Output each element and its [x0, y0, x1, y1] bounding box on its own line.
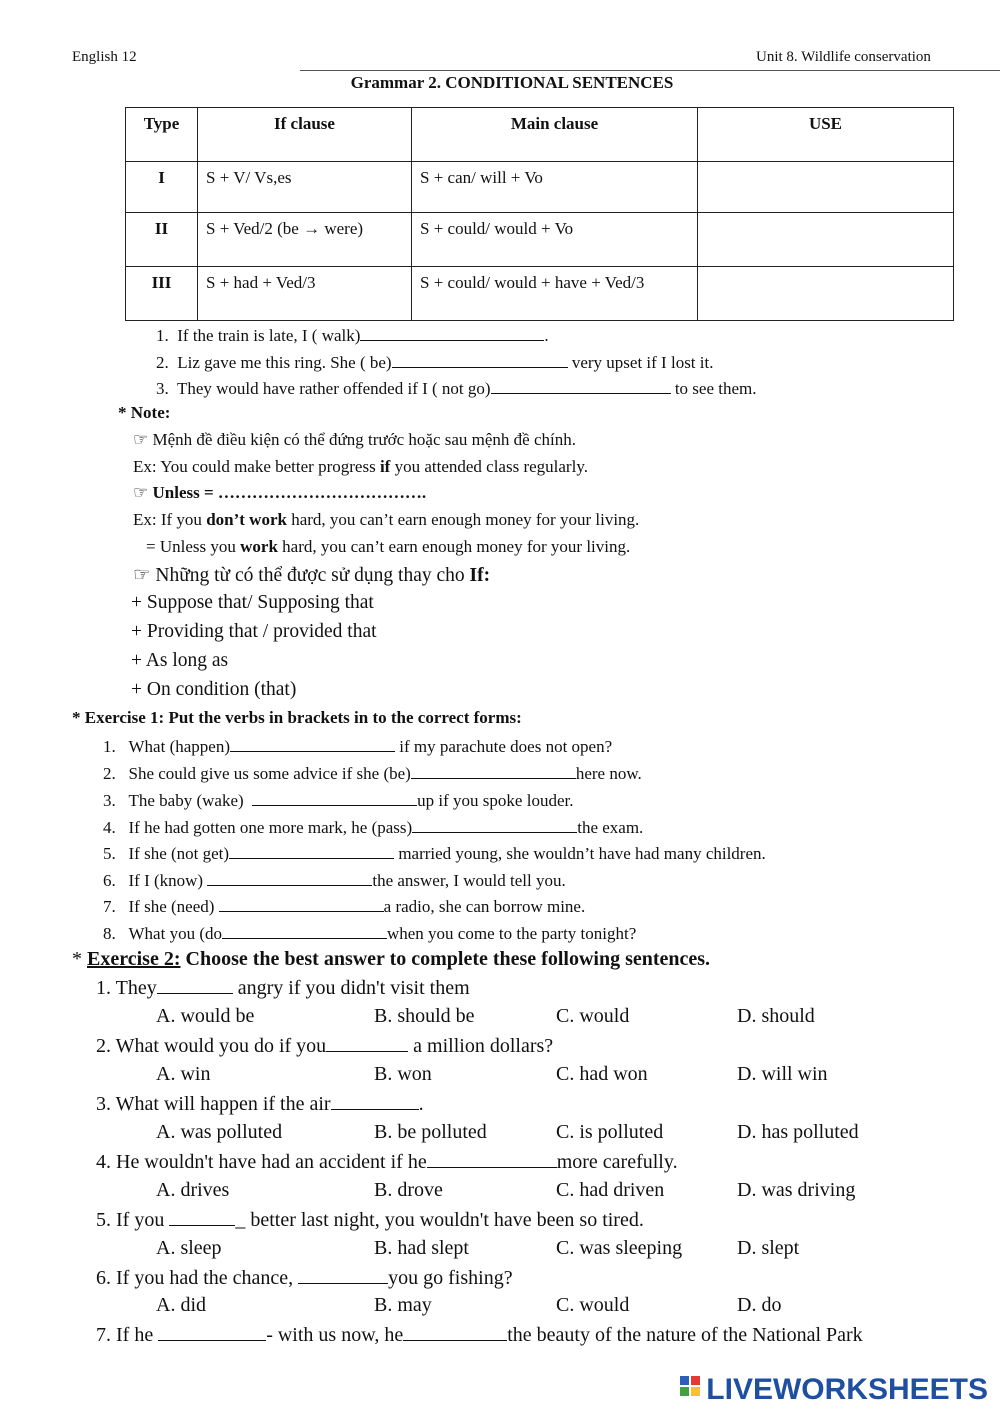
alternative-item: + Suppose that/ Supposing that — [131, 592, 374, 613]
answer-blank[interactable] — [411, 761, 576, 779]
item-text-after: . — [544, 326, 549, 345]
item-text: If she (need) — [128, 897, 219, 916]
option-a[interactable]: A. drives — [156, 1179, 230, 1201]
item-number: 2. — [156, 353, 169, 372]
option-a[interactable]: A. was polluted — [156, 1121, 283, 1143]
answer-blank[interactable] — [403, 1323, 507, 1341]
note-example-1 — [133, 457, 588, 477]
item-number: 1. — [103, 737, 116, 756]
alternative-item: + Providing that / provided that — [131, 621, 377, 642]
alternative-item: + As long as — [131, 650, 229, 671]
liveworksheets-logo-icon — [680, 1376, 702, 1404]
item-text-after: here now. — [575, 764, 642, 783]
item-number: 5. — [103, 844, 116, 863]
th-if-clause: If clause — [198, 108, 412, 162]
alternative-item: + On condition (that) — [131, 679, 297, 700]
question-text-after: the beauty of the nature of the National Park — [507, 1324, 863, 1346]
item-text: If she (not get) — [128, 844, 230, 863]
note-example-2 — [133, 510, 639, 530]
option-a[interactable]: A. did — [156, 1294, 206, 1316]
unless-line: Unless = ………………………………. — [152, 483, 427, 502]
bold-text: don’t work — [206, 510, 287, 529]
exercise-1-item — [103, 868, 566, 891]
option-d[interactable]: D. slept — [737, 1237, 800, 1259]
text: * — [72, 948, 87, 970]
question-text-after: more carefully. — [556, 1151, 678, 1173]
example-item — [156, 323, 549, 346]
question-text: 7. If he — [96, 1324, 159, 1346]
question-6 — [96, 1266, 513, 1290]
answer-blank[interactable] — [326, 1034, 408, 1052]
table-header-row — [126, 108, 954, 162]
option-d[interactable]: D. has polluted — [737, 1121, 859, 1143]
liveworksheets-logo — [680, 1373, 988, 1407]
option-c[interactable]: C. would — [556, 1294, 630, 1316]
item-text-after: a radio, she can borrow mine. — [383, 897, 586, 916]
answer-blank[interactable] — [219, 894, 384, 912]
answer-blank[interactable] — [491, 376, 671, 394]
option-c[interactable]: C. was sleeping — [556, 1237, 683, 1259]
question-text-mid: - with us now, he — [266, 1324, 404, 1346]
answer-blank[interactable] — [298, 1266, 388, 1284]
question-7 — [96, 1323, 863, 1347]
option-a[interactable]: A. sleep — [156, 1237, 222, 1259]
row-if-clause: S + V/ Vs,es — [198, 162, 412, 213]
text: ☞ Những từ có thể được sử dụng thay cho — [133, 565, 470, 586]
table-row — [126, 213, 954, 267]
option-a[interactable]: A. win — [156, 1063, 211, 1085]
item-text-after: up if you spoke louder. — [417, 791, 574, 810]
answer-blank[interactable] — [222, 921, 387, 939]
item-text-after: the answer, I would tell you. — [372, 871, 566, 890]
item-number: 8. — [103, 924, 116, 943]
row-use-cell[interactable] — [698, 267, 954, 321]
question-text: 4. He wouldn't have had an accident if he — [96, 1151, 427, 1173]
text: you attended class regularly. — [390, 457, 588, 476]
table-row — [126, 267, 954, 321]
item-text-after: married young, she wouldn’t have had many children. — [394, 844, 766, 863]
exercise-2-title — [72, 948, 710, 971]
question-5 — [96, 1208, 644, 1232]
bold-text: if — [379, 457, 391, 476]
item-number: 1. — [156, 326, 169, 345]
item-text-after: when you come to the party tonight? — [386, 924, 637, 943]
item-text: What you (do — [128, 924, 222, 943]
item-number: 3. — [103, 791, 116, 810]
answer-blank[interactable] — [229, 841, 394, 859]
item-text-after: very upset if I lost it. — [567, 353, 714, 372]
answer-blank[interactable] — [412, 815, 577, 833]
th-main-clause: Main clause — [412, 108, 698, 162]
question-text-after: a million dollars? — [408, 1035, 554, 1057]
note-example-3 — [146, 537, 630, 557]
text: = Unless you — [146, 537, 241, 556]
logo-square-blue — [680, 1376, 689, 1385]
note-bullet-2 — [133, 483, 426, 503]
table-row — [126, 162, 954, 213]
answer-blank[interactable] — [169, 1208, 235, 1226]
header-right: Unit 8. Wildlife conservation — [756, 49, 931, 65]
header-left: English 12 — [72, 49, 137, 65]
answer-blank[interactable] — [331, 1092, 419, 1110]
question-text-after: . — [418, 1093, 424, 1115]
bold-text: If: — [469, 565, 491, 586]
answer-blank[interactable] — [392, 350, 568, 368]
row-use-cell[interactable] — [698, 213, 954, 267]
option-c[interactable]: C. had driven — [556, 1179, 665, 1201]
exercise-1-item — [103, 841, 766, 864]
note-bullet-3 — [133, 563, 490, 587]
question-text: 2. What would you do if you — [96, 1035, 327, 1057]
item-number: 2. — [103, 764, 116, 783]
exercise-1-item — [103, 788, 573, 811]
row-main-clause: S + can/ will + Vo — [412, 162, 698, 213]
option-b[interactable]: B. drove — [374, 1179, 443, 1201]
option-c[interactable]: C. would — [556, 1005, 630, 1027]
item-text-after: to see them. — [670, 379, 757, 398]
answer-blank[interactable] — [207, 868, 372, 886]
question-3 — [96, 1092, 424, 1116]
exercise-1-item — [103, 921, 636, 944]
exercise-1-title: * Exercise 1: Put the verbs in brackets in to the correct forms: — [72, 708, 522, 727]
question-text-after: angry if you didn't visit them — [232, 977, 470, 999]
text: Choose the best answer to complete these following sentences. — [180, 948, 711, 970]
answer-blank[interactable] — [158, 1323, 266, 1341]
item-text-after: the exam. — [577, 818, 644, 837]
answer-blank[interactable] — [427, 1150, 557, 1168]
option-b[interactable]: B. be polluted — [374, 1121, 487, 1143]
th-use: USE — [698, 108, 954, 162]
pointing-hand-icon: ☞ — [133, 483, 149, 502]
row-type: I — [126, 162, 198, 213]
item-text-after: if my parachute does not open? — [394, 737, 613, 756]
exercise-2-label: Exercise 2: — [87, 948, 181, 970]
row-main-clause: S + could/ would + have + Ved/3 — [412, 267, 698, 321]
note-heading: * Note: — [118, 403, 171, 422]
example-item — [156, 350, 713, 373]
option-a[interactable]: A. would be — [156, 1005, 255, 1027]
item-text: The baby (wake) — [128, 791, 253, 810]
question-text: 5. If you — [96, 1209, 170, 1231]
option-b[interactable]: B. won — [374, 1063, 432, 1085]
conditional-table — [125, 107, 954, 321]
item-text: If the train is late, I ( walk) — [177, 326, 361, 345]
question-text-after: you go fishing? — [388, 1267, 513, 1289]
item-number: 6. — [103, 871, 116, 890]
example-item — [156, 376, 756, 399]
exercise-1-item — [103, 894, 585, 917]
answer-blank[interactable] — [157, 976, 233, 994]
option-b[interactable]: B. had slept — [374, 1237, 469, 1259]
note-bullet-1: ☞ Mệnh đề điều kiện có thể đứng trước hoặc sau mệnh đề chính. — [133, 430, 576, 449]
question-2 — [96, 1034, 553, 1058]
question-text: 6. If you had the chance, — [96, 1267, 299, 1289]
option-d[interactable]: D. do — [737, 1294, 782, 1316]
answer-blank[interactable] — [230, 734, 395, 752]
exercise-1-item — [103, 734, 612, 757]
option-c[interactable]: C. had won — [556, 1063, 648, 1085]
option-d[interactable]: D. was driving — [737, 1179, 856, 1201]
question-1 — [96, 976, 470, 1000]
answer-blank[interactable] — [360, 323, 544, 341]
logo-square-green — [680, 1387, 689, 1396]
row-if-clause: S + had + Ved/3 — [198, 267, 412, 321]
logo-text: LIVEWORKSHEETS — [706, 1373, 988, 1406]
row-main-clause: S + could/ would + Vo — [412, 213, 698, 267]
page-title: Grammar 2. CONDITIONAL SENTENCES — [350, 73, 674, 92]
text: Ex: You could make better progress — [133, 457, 380, 476]
text: Ex: If you — [133, 510, 207, 529]
exercise-1-item — [103, 761, 642, 784]
question-text: 1. They — [96, 977, 157, 999]
header-rule — [300, 70, 1000, 71]
item-number: 7. — [103, 897, 116, 916]
bold-text: work — [240, 537, 278, 556]
row-use-cell[interactable] — [698, 162, 954, 213]
text: hard, you can’t earn enough money for your living. — [286, 510, 640, 529]
question-text-after: _ better last night, you wouldn't have been so tired. — [235, 1209, 644, 1231]
item-text: She could give us some advice if she (be) — [128, 764, 411, 783]
item-text: If he had gotten one more mark, he (pass) — [128, 818, 413, 837]
item-text: What (happen) — [128, 737, 230, 756]
option-c[interactable]: C. is polluted — [556, 1121, 664, 1143]
answer-blank[interactable] — [252, 788, 417, 806]
item-number: 4. — [103, 818, 116, 837]
question-4 — [96, 1150, 678, 1174]
option-d[interactable]: D. will win — [737, 1063, 828, 1085]
exercise-1-item — [103, 815, 643, 838]
question-text: 3. What will happen if the air — [96, 1093, 331, 1115]
option-b[interactable]: B. may — [374, 1294, 432, 1316]
option-d[interactable]: D. should — [737, 1005, 815, 1027]
item-number: 3. — [156, 379, 169, 398]
option-b[interactable]: B. should be — [374, 1005, 475, 1027]
logo-square-yellow — [691, 1387, 700, 1396]
text: hard, you can’t earn enough money for your living. — [277, 537, 631, 556]
logo-square-red — [691, 1376, 700, 1385]
item-text: They would have rather offended if I ( not go) — [176, 379, 491, 398]
row-type: II — [126, 213, 198, 267]
row-if-clause: S + Ved/2 (be → were) — [198, 213, 412, 267]
item-text: If I (know) — [128, 871, 208, 890]
row-type: III — [126, 267, 198, 321]
item-text: Liz gave me this ring. She ( be) — [177, 353, 392, 372]
th-type: Type — [126, 108, 198, 162]
